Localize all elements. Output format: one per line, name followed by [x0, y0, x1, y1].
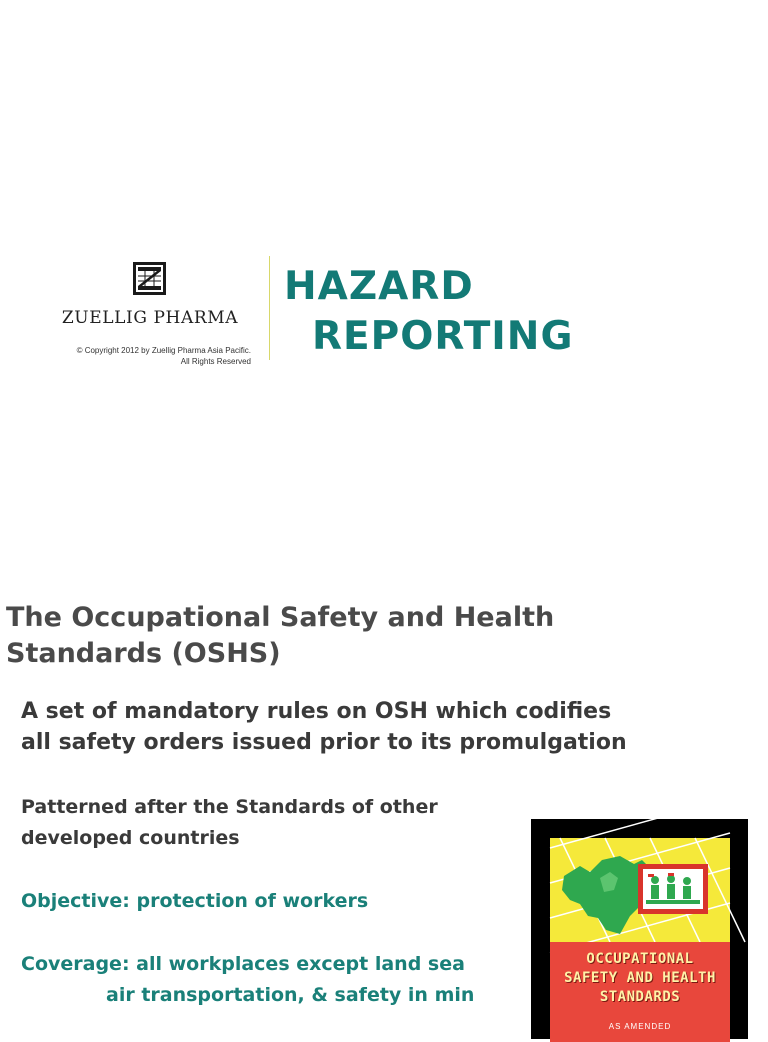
coverage-line: air transportation, & safety in min — [106, 984, 475, 1006]
book-title-line: SAFETY AND HEALTH — [564, 970, 716, 986]
copyright-line: © Copyright 2012 by Zuellig Pharma Asia Pacific. — [76, 346, 251, 355]
book-subtitle: AS AMENDED — [608, 1022, 672, 1031]
map-workers-illustration — [550, 838, 730, 942]
patterned-text — [21, 792, 438, 854]
copyright-notice — [40, 345, 251, 367]
slide-title — [284, 262, 573, 362]
book-cover-face — [550, 838, 730, 1038]
definition-text — [21, 696, 627, 758]
definition-line: A set of mandatory rules on OSH which codifies — [21, 699, 612, 724]
book-title-line: OCCUPATIONAL — [586, 951, 694, 967]
title-slide — [0, 0, 768, 512]
coverage-line: Coverage: all workplaces except land sea — [21, 953, 465, 975]
coverage-text — [21, 949, 474, 1011]
definition-line: all safety orders issued prior to its promulgation — [21, 730, 627, 755]
copyright-line: All Rights Reserved — [180, 357, 251, 366]
zuellig-z-logo-icon — [133, 262, 166, 295]
book-title — [550, 950, 730, 1007]
title-divider — [269, 256, 270, 360]
slide-heading-line: Standards (OSHS) — [6, 638, 281, 669]
brand-name: ZUELLIG PHARMA — [61, 308, 239, 328]
oshs-slide — [0, 512, 768, 1031]
book-title-line: STANDARDS — [599, 989, 681, 1005]
slide-heading — [6, 600, 554, 672]
oshs-book-cover — [531, 819, 748, 1039]
slide-title-line: HAZARD — [284, 264, 474, 309]
objective-text: Objective: protection of workers — [21, 890, 369, 912]
slide-heading-line: The Occupational Safety and Health — [6, 602, 555, 633]
patterned-line: Patterned after the Standards of other — [21, 796, 438, 818]
slide-title-line: REPORTING — [312, 314, 574, 359]
patterned-line: developed countries — [21, 827, 240, 849]
